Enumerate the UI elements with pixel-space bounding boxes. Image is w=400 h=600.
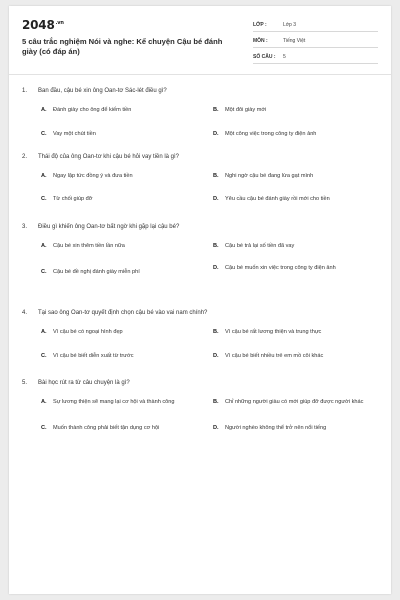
header-divider bbox=[9, 74, 391, 75]
option-text: Ngay lập tức đồng ý và đưa tiền bbox=[53, 173, 133, 179]
question-text bbox=[22, 86, 378, 96]
question-stem: Tại sao ông Oan-tơ quyết định chọn cậu bé vào vai nam chính? bbox=[38, 310, 208, 316]
option-text: Vì cậu bé có ngoại hình đẹp bbox=[53, 329, 123, 335]
option-letter: B. bbox=[213, 329, 219, 335]
option-letter: C. bbox=[41, 131, 47, 137]
option-b[interactable] bbox=[213, 172, 373, 180]
logo-suffix: .vn bbox=[55, 20, 64, 26]
question-text bbox=[22, 378, 378, 388]
question-number: 5. bbox=[22, 380, 28, 386]
option-letter: D. bbox=[213, 425, 219, 431]
meta-row-subject bbox=[253, 35, 378, 48]
question-stem: Thái độ của ông Oan-tơ khi cậu bé hỏi vay tiền là gì? bbox=[38, 154, 180, 160]
question-text bbox=[22, 308, 378, 318]
question-text bbox=[22, 222, 378, 232]
question-stem: Ban đầu, cậu bé xin ông Oan-tơ Sác-lét điều gì? bbox=[38, 88, 167, 94]
option-text: Cậu bé muốn xin việc trong công ty điện ảnh bbox=[225, 265, 336, 271]
site-logo[interactable] bbox=[22, 18, 64, 32]
meta-value: Lớp 3 bbox=[283, 22, 297, 28]
question-number: 4. bbox=[22, 310, 28, 316]
option-letter: A. bbox=[41, 399, 47, 405]
question-number: 2. bbox=[22, 154, 28, 160]
document-title: 5 câu trắc nghiệm Nói và nghe: Kể chuyện Cậu bé đánh giày (có đáp án) bbox=[22, 37, 223, 56]
meta-key: MÔN : bbox=[253, 38, 268, 44]
option-b[interactable] bbox=[213, 242, 373, 250]
option-letter: B. bbox=[213, 399, 219, 405]
option-c[interactable] bbox=[41, 268, 203, 276]
question-number: 3. bbox=[22, 224, 28, 230]
option-a[interactable] bbox=[41, 328, 203, 336]
option-text: Chỉ những người giàu có mới giúp đỡ được người khác bbox=[225, 399, 364, 405]
option-d[interactable] bbox=[213, 352, 373, 360]
option-letter: A. bbox=[41, 107, 47, 113]
option-letter: B. bbox=[213, 173, 219, 179]
option-text: Muốn thành công phải biết tận dụng cơ hội bbox=[53, 425, 160, 431]
question-3 bbox=[22, 222, 378, 275]
question-stem: Bài học rút ra từ câu chuyện là gì? bbox=[38, 380, 130, 386]
option-text: Một đôi giày mới bbox=[225, 107, 267, 113]
option-text: Cậu bé đề nghị đánh giày miễn phí bbox=[53, 269, 140, 275]
option-letter: D. bbox=[213, 196, 219, 202]
meta-value: 5 bbox=[283, 54, 286, 60]
option-c[interactable] bbox=[41, 130, 203, 138]
meta-key: LỚP : bbox=[253, 22, 267, 28]
option-d[interactable] bbox=[213, 264, 373, 272]
document-page bbox=[9, 6, 391, 594]
question-number: 1. bbox=[22, 88, 28, 94]
option-letter: B. bbox=[213, 107, 219, 113]
option-letter: C. bbox=[41, 425, 47, 431]
question-text bbox=[22, 152, 378, 162]
option-a[interactable] bbox=[41, 106, 203, 114]
option-text: Vay một chút tiền bbox=[53, 131, 96, 137]
question-2 bbox=[22, 152, 378, 202]
option-text: Vì cậu bé biết nhiều trẻ em mồ côi khác bbox=[225, 353, 324, 359]
option-letter: A. bbox=[41, 329, 47, 335]
option-a[interactable] bbox=[41, 242, 203, 250]
option-d[interactable] bbox=[213, 424, 373, 432]
option-a[interactable] bbox=[41, 172, 203, 180]
option-text: Vì cậu bé biết diễn xuất từ trước bbox=[53, 353, 134, 359]
meta-table bbox=[253, 19, 378, 67]
option-text: Cậu bé trả lại số tiền đã vay bbox=[225, 243, 295, 249]
question-5 bbox=[22, 378, 378, 431]
meta-value: Tiếng Việt bbox=[283, 38, 306, 44]
option-letter: D. bbox=[213, 131, 219, 137]
option-text: Yêu cầu cậu bé đánh giày rồi mới cho tiền bbox=[225, 196, 330, 202]
option-text: Người nghèo không thể trở nên nổi tiếng bbox=[225, 425, 327, 431]
question-stem: Điều gì khiến ông Oan-tơ bất ngờ khi gặp lại cậu bé? bbox=[38, 224, 180, 230]
option-text: Từ chối giúp đỡ bbox=[53, 196, 93, 202]
option-text: Nghi ngờ cậu bé đang lừa gạt mình bbox=[225, 173, 314, 179]
question-1 bbox=[22, 86, 378, 137]
option-letter: A. bbox=[41, 173, 47, 179]
option-b[interactable] bbox=[213, 398, 373, 406]
option-text: Cậu bé xin thêm tiền lần nữa bbox=[53, 243, 125, 249]
option-letter: C. bbox=[41, 353, 47, 359]
document-header bbox=[22, 16, 378, 66]
option-c[interactable] bbox=[41, 352, 203, 360]
logo-text: 2048 bbox=[22, 18, 55, 32]
option-letter: C. bbox=[41, 269, 47, 275]
option-text: Vì cậu bé rất lương thiện và trung thực bbox=[225, 329, 322, 335]
option-c[interactable] bbox=[41, 424, 203, 432]
option-text: Đánh giày cho ông để kiếm tiền bbox=[53, 107, 132, 113]
option-text: Một công việc trong công ty điện ảnh bbox=[225, 131, 317, 137]
option-letter: D. bbox=[213, 353, 219, 359]
option-d[interactable] bbox=[213, 130, 373, 138]
meta-row-count bbox=[253, 51, 378, 64]
meta-key: SỐ CÂU : bbox=[253, 54, 276, 60]
option-b[interactable] bbox=[213, 106, 373, 114]
option-b[interactable] bbox=[213, 328, 373, 336]
option-a[interactable] bbox=[41, 398, 203, 406]
option-letter: B. bbox=[213, 243, 219, 249]
question-4 bbox=[22, 308, 378, 359]
meta-row-grade bbox=[253, 19, 378, 32]
option-letter: A. bbox=[41, 243, 47, 249]
option-letter: D. bbox=[213, 265, 219, 271]
option-c[interactable] bbox=[41, 195, 203, 203]
option-letter: C. bbox=[41, 196, 47, 202]
option-text: Sự lương thiện sẽ mang lại cơ hội và thành công bbox=[53, 399, 175, 405]
option-d[interactable] bbox=[213, 195, 373, 203]
